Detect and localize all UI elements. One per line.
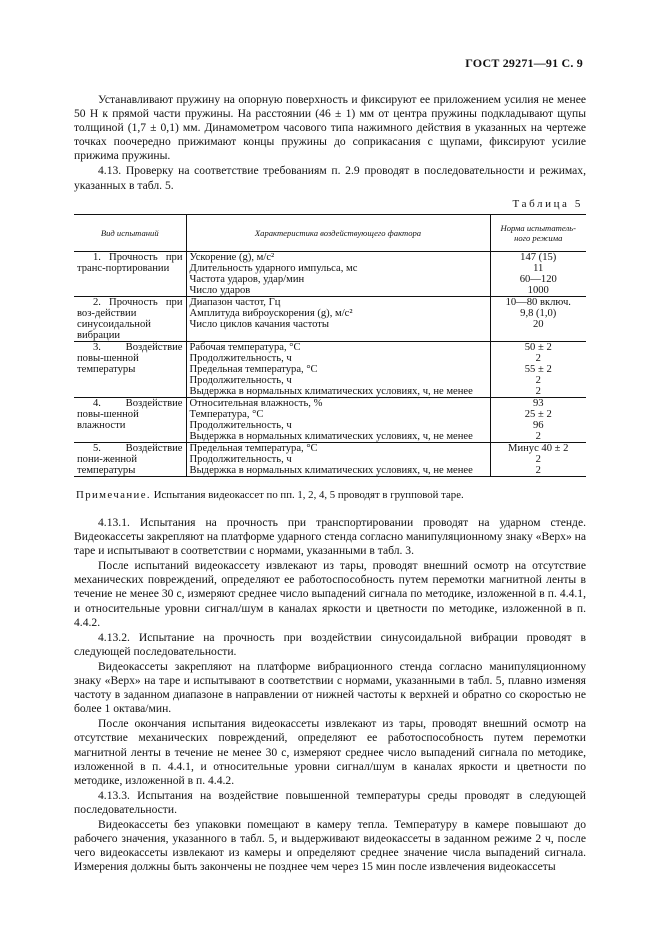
- paragraph: Видеокассеты закрепляют на платформе вибрационного стенда согласно манипуляционному знаку «Верх» на таре и испытывают в соответствии с нормами, указанными в табл. 5, плавно изменяя частоту в заданном диапазоне в направлении от нижней частоты к верхней и обратно со скоростью не более 1 октава/мин.: [74, 659, 586, 716]
- test-type-text: 4. Воздействие повы-шенной влажности: [77, 398, 183, 431]
- paragraph: 4.13.3. Испытания на воздействие повышенной температуры среды проводят в следующей последовательности.: [74, 788, 586, 816]
- norm-cell: [490, 398, 586, 443]
- norm-value: 2: [535, 454, 541, 465]
- factor-line: Ускорение (g), м/с²: [189, 252, 275, 263]
- paragraph: 4.13. Проверку на соответствие требованиям п. 2.9 проводят в последовательности и режимах, указанных в табл. 5.: [74, 164, 586, 192]
- note-label: Примечание.: [76, 489, 151, 501]
- factor-cell: [186, 342, 490, 398]
- norm-cell: [490, 342, 586, 398]
- paragraph: После окончания испытания видеокассеты извлекают из тары, проводят внешний осмотр на отсутствие механических повреждений, определяют ее работоспособность путем перемотки магнитной ленты в течение не менее 30 с, измеряют среднее число выпадений сигнала по методике, изложенной в п. 4.4.1, и относительные уровни сигнал/шум в каналах яркости и цветности по методике, изложенной в п. 4.4.2.: [74, 717, 586, 787]
- table-row: [74, 297, 586, 342]
- factor-cell: [186, 297, 490, 342]
- factor-line: Число циклов качания частоты: [189, 319, 329, 330]
- test-type-text: 3. Воздействие повы-шенной температуры: [77, 342, 183, 375]
- paragraph: После испытаний видеокассету извлекают из тары, проводят внешний осмотр на отсутствие механических повреждений, определяют ее работоспособность путем перемотки магнитной ленты в течение не менее 30 с, измеряют среднее число выпадений сигнала по методике, изложенной в п. 4.4.1, и относительные уровни сигнал/шум в каналах яркости и цветности по методике, изложенной в п. 4.4.2.: [74, 559, 586, 629]
- norm-value: 147 (15): [520, 252, 557, 263]
- paragraph: 4.13.1. Испытания на прочность при транспортировании проводят на ударном стенде. Видеокассеты закрепляют на платформе ударного стенда согласно манипуляционному знаку «Верх» на таре и испытывают в соответствии с нормами, указанными в табл. 3.: [74, 516, 586, 558]
- intro-text: [74, 93, 586, 193]
- factor-line: Длительность ударного импульса, мс: [189, 263, 358, 274]
- test-type-text: 1. Прочность при транс-портировании: [77, 252, 183, 274]
- factor-line: Продолжительность, ч: [189, 353, 292, 364]
- norm-value: 2: [535, 375, 541, 386]
- factor-line: Частота ударов, удар/мин: [189, 274, 305, 285]
- factor-line: Число ударов: [189, 285, 251, 296]
- factor-line: Амплитуда виброускорения (g), м/с²: [189, 308, 353, 319]
- factor-line: Продолжительность, ч: [189, 420, 292, 431]
- table-caption: Таблица 5: [512, 198, 583, 210]
- test-type-cell: [74, 252, 186, 297]
- body-text: [74, 516, 586, 874]
- table-header-row: [74, 215, 586, 252]
- norm-value: 55 ± 2: [524, 364, 552, 375]
- test-type-text: 5. Воздействие пони-женной температуры: [77, 443, 183, 476]
- factor-line: Предельная температура, °С: [189, 443, 318, 454]
- column-header-test: Вид испытаний: [74, 215, 186, 252]
- norm-cell: [490, 443, 586, 477]
- test-type-cell: [74, 342, 186, 398]
- table-row: [74, 252, 586, 297]
- factor-cell: [186, 443, 490, 477]
- table-row: [74, 398, 586, 443]
- norm-value: 10—80 включ.: [505, 297, 571, 308]
- norm-value: 2: [535, 353, 541, 364]
- norm-value: Минус 40 ± 2: [508, 443, 569, 454]
- norm-value: 50 ± 2: [524, 342, 552, 353]
- factor-line: Рабочая температура, °С: [189, 342, 301, 353]
- factor-line: Выдержка в нормальных климатических условиях, ч, не менее: [189, 465, 473, 476]
- norm-value: 2: [535, 465, 541, 476]
- norm-value: 2: [535, 431, 541, 442]
- norm-value: 96: [532, 420, 544, 431]
- test-type-text: 2. Прочность при воз-действии синусоидальной вибрации: [77, 297, 183, 341]
- test-type-cell: [74, 297, 186, 342]
- norm-cell: [490, 252, 586, 297]
- test-type-cell: [74, 443, 186, 477]
- norm-cell: [490, 297, 586, 342]
- factor-line: Относительная влажность, %: [189, 398, 323, 409]
- column-header-norm: Норма испытатель-ного режима: [490, 215, 586, 252]
- factor-line: Предельная температура, °С: [189, 364, 318, 375]
- factor-cell: [186, 252, 490, 297]
- note-text: Испытания видеокассет по пп. 1, 2, 4, 5 проводят в групповой таре.: [153, 489, 464, 501]
- norm-value: 9,8 (1,0): [520, 308, 557, 319]
- test-modes-table: [74, 214, 586, 477]
- paragraph: 4.13.2. Испытание на прочность при воздействии синусоидальной вибрации проводят в следующей последовательности.: [74, 630, 586, 658]
- paragraph: Устанавливают пружину на опорную поверхность и фиксируют ее приложением усилия не менее 50 Н к прямой части пружины. На расстоянии (46 ± 1) мм от центра пружины подкладывают щупы толщиной (1,7 ± 0,1) мм. Динамометром часового типа нажимного действия в указанных на чертеже точках поочередно прижимают концы пружины до соприкасания с щупами, фиксируют усилие прижима пружины.: [74, 93, 586, 163]
- norm-value: 20: [532, 319, 544, 330]
- norm-value: 11: [533, 263, 544, 274]
- norm-value: 1000: [527, 285, 549, 296]
- norm-value: 60—120: [519, 274, 557, 285]
- factor-line: Диапазон частот, Гц: [189, 297, 281, 308]
- factor-line: Продолжительность, ч: [189, 375, 292, 386]
- factor-line: Температура, °С: [189, 409, 264, 420]
- factor-line: Продолжительность, ч: [189, 454, 292, 465]
- running-header: ГОСТ 29271—91 С. 9: [465, 56, 583, 70]
- paragraph: Видеокассеты без упаковки помещают в камеру тепла. Температуру в камере повышают до рабочего значения, указанного в табл. 5, и выдерживают видеокассеты в заданном режиме 2 ч, после чего видеокассеты извлекают из камеры и определяют среднее значение числа выпадений сигнала. Измерения должны быть закончены не позднее чем через 15 мин после извлечения видеокассеты: [74, 817, 586, 874]
- norm-value: 25 ± 2: [524, 409, 552, 420]
- norm-value: 93: [532, 398, 544, 409]
- factor-line: Выдержка в нормальных климатических условиях, ч, не менее: [189, 431, 473, 442]
- factor-line: Выдержка в нормальных климатических условиях, ч, не менее: [189, 386, 473, 397]
- norm-value: 2: [535, 386, 541, 397]
- factor-cell: [186, 398, 490, 443]
- table-row: [74, 443, 586, 477]
- test-type-cell: [74, 398, 186, 443]
- table-row: [74, 342, 586, 398]
- table-note: [74, 489, 586, 501]
- column-header-factor: Характеристика воздействующего фактора: [186, 215, 490, 252]
